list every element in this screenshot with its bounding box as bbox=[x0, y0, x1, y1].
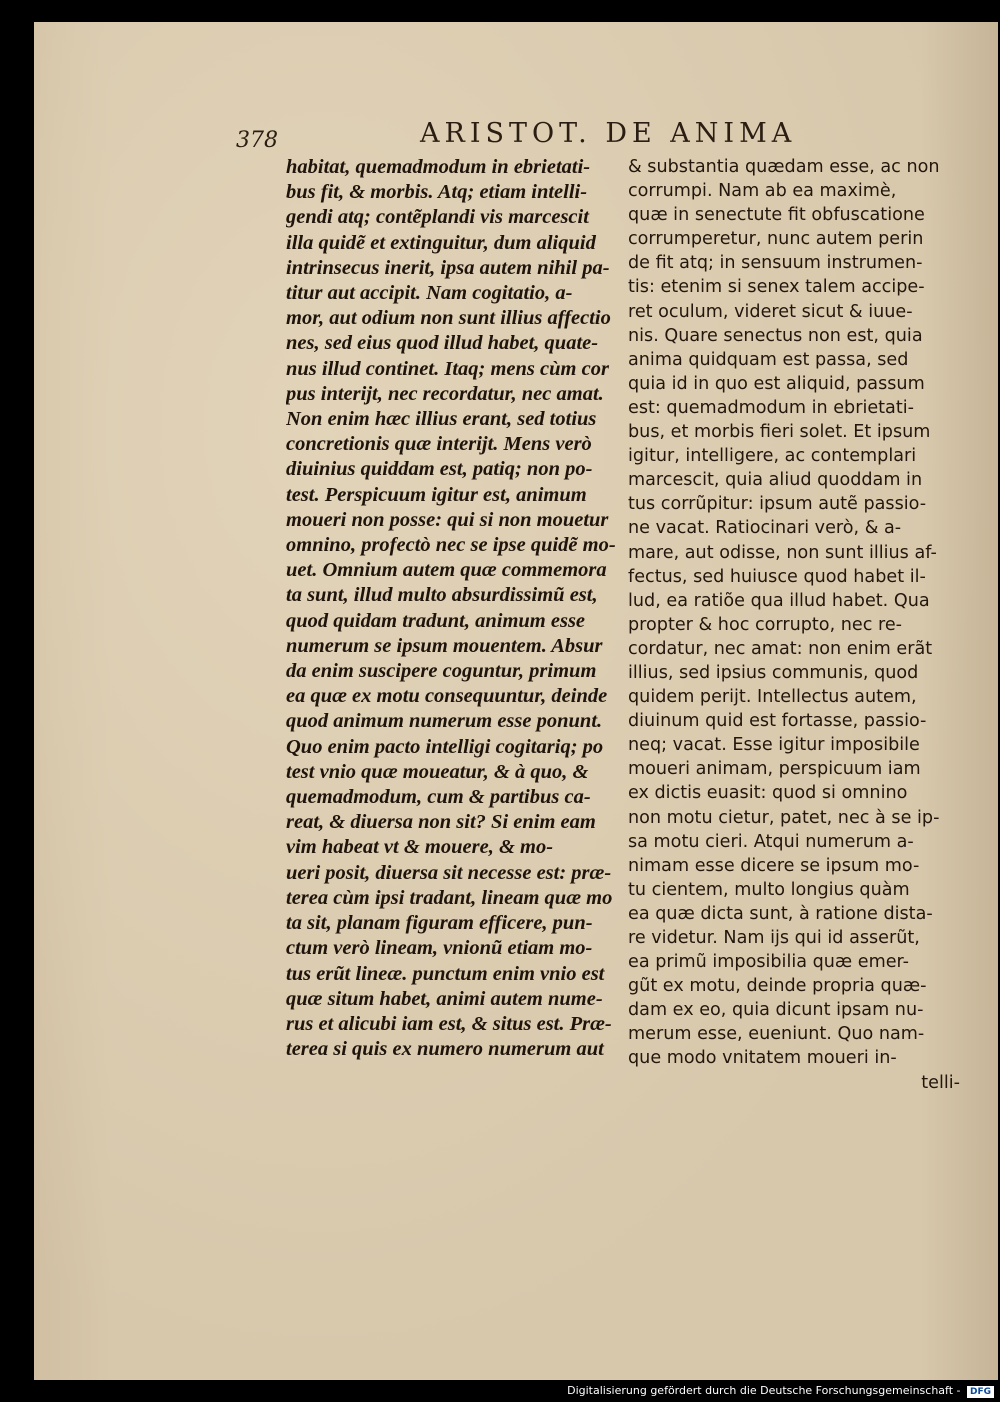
text-line: tus corrũpitur: ipsum autẽ passio- bbox=[628, 494, 927, 515]
text-line: neq; vacat. Esse igitur imposibile bbox=[628, 735, 920, 756]
text-line: diuinius quiddam est, patiq; non po- bbox=[286, 458, 593, 481]
right-text-column bbox=[628, 155, 966, 1095]
page-number: 378 bbox=[236, 128, 278, 153]
text-line: illius, sed ipsius communis, quod bbox=[628, 662, 919, 683]
text-line: ta sunt, illud multo absurdissimũ est, bbox=[286, 584, 598, 607]
text-line: propter & hoc corrupto, nec re- bbox=[628, 614, 903, 635]
text-line: bus fit, & morbis. Atq; etiam intelli- bbox=[286, 181, 588, 204]
text-line: corrumperetur, nunc autem perin bbox=[628, 229, 924, 250]
text-line: ueri posit, diuersa sit necesse est: præ- bbox=[286, 861, 612, 884]
text-line: ea primũ imposibilia quæ emer- bbox=[628, 952, 910, 973]
running-head: ARISTOT. DE ANIMA bbox=[420, 118, 797, 149]
text-line: re videtur. Nam ijs qui id asserũt, bbox=[628, 928, 920, 948]
text-line: ctum verò lineam, vnionũ etiam mo- bbox=[286, 937, 593, 960]
text-line: dam ex eo, quia dicunt ipsam nu- bbox=[628, 1000, 924, 1021]
text-line: nes, sed eius quod illud habet, quate- bbox=[286, 332, 599, 355]
text-line: omnino, profectò nec se ipse quidẽ mo- bbox=[286, 534, 616, 557]
text-line: moueri animam, perspicuum iam bbox=[628, 759, 921, 780]
text-line: anima quidquam est passa, sed bbox=[628, 349, 909, 370]
text-line: test vnio quæ moueatur, & à quo, & bbox=[286, 760, 589, 783]
digitization-credit bbox=[567, 1384, 994, 1398]
text-line: & substantia quædam esse, ac non bbox=[628, 157, 940, 177]
text-line: nis. Quare senectus non est, quia bbox=[628, 325, 923, 346]
text-line: diuinum quid est fortasse, passio- bbox=[628, 711, 927, 732]
text-line: pus interijt, nec recordatur, nec amat. bbox=[286, 382, 604, 405]
text-line: ta sit, planam figuram efficere, pun- bbox=[286, 912, 593, 935]
text-line: de fit atq; in sensuum instrumen- bbox=[628, 253, 923, 274]
text-line: reat, & diuersa non sit? Si enim eam bbox=[286, 811, 596, 834]
text-line: Quo enim pacto intelligi cogitariq; po bbox=[286, 735, 604, 758]
text-line: tus erũt lineæ. punctum enim vnio est bbox=[286, 962, 605, 985]
text-line: nus illud continet. Itaq; mens cùm cor bbox=[286, 357, 609, 380]
text-line: marcescit, quia aliud quoddam in bbox=[628, 470, 923, 491]
text-line: sa motu cieri. Atqui numerum a- bbox=[628, 831, 914, 852]
text-line: intrinsecus inerit, ipsa autem nihil pa- bbox=[286, 256, 610, 279]
text-line: mor, aut odium non sunt illius affectio bbox=[286, 307, 611, 330]
text-line: bus, et morbis fieri solet. Et ipsum bbox=[628, 422, 931, 443]
text-line: rus et alicubi iam est, & situs est. Præ- bbox=[286, 1012, 612, 1035]
text-line: quidem perijt. Intellectus autem, bbox=[628, 687, 917, 708]
text-line: ne vacat. Ratiocinari verò, & a- bbox=[628, 518, 902, 539]
text-line: numerum se ipsum mouentem. Absur bbox=[286, 634, 603, 657]
text-line: moueri non posse: qui si non mouetur bbox=[286, 508, 609, 531]
text-line: terea cùm ipsi tradant, lineam quæ mo bbox=[286, 886, 613, 909]
text-line: Non enim hæc illius erant, sed totius bbox=[286, 408, 597, 431]
text-line: corrumpi. Nam ab ea maximè, bbox=[628, 181, 897, 202]
text-line: gendi atq; contẽplandi vis marcescit bbox=[286, 206, 589, 229]
text-line: quod animum numerum esse ponunt. bbox=[286, 710, 603, 733]
text-line: que modo vnitatem moueri in- bbox=[628, 1048, 897, 1069]
text-line: terea si quis ex numero numerum aut bbox=[286, 1038, 604, 1061]
text-line: ea quæ ex motu consequuntur, deinde bbox=[286, 685, 608, 708]
text-line: cordatur, nec amat: non enim erãt bbox=[628, 638, 933, 659]
text-line: non motu cietur, patet, nec à se ip- bbox=[628, 807, 940, 828]
text-line: nimam esse dicere se ipsum mo- bbox=[628, 855, 920, 876]
text-line: uet. Omnium autem quæ commemora bbox=[286, 559, 607, 582]
text-line: igitur, intelligere, ac contemplari bbox=[628, 446, 917, 467]
text-line: est: quemadmodum in ebrietati- bbox=[628, 397, 914, 418]
text-line: mare, aut odisse, non sunt illius af- bbox=[628, 542, 937, 563]
text-line: ex dictis euasit: quod si omnino bbox=[628, 783, 908, 804]
text-line: titur aut accipit. Nam cogitatio, a- bbox=[286, 282, 573, 305]
text-line: test. Perspicuum igitur est, animum bbox=[286, 483, 587, 506]
text-line: concretionis quæ interijt. Mens verò bbox=[286, 433, 592, 456]
text-line: telli- bbox=[921, 1072, 960, 1093]
text-line: quod quidam tradunt, animum esse bbox=[286, 609, 586, 632]
text-line: tu cientem, multo longius quàm bbox=[628, 879, 910, 900]
text-line: quemadmodum, cum & partibus ca- bbox=[286, 786, 591, 809]
text-line: lud, ea ratiõe qua illud habet. Qua bbox=[628, 590, 930, 611]
text-line: illa quidẽ et extinguitur, dum aliquid bbox=[286, 231, 596, 254]
text-line: quæ in senectute fit obfuscatione bbox=[628, 205, 925, 226]
text-line: vim habeat vt & mouere, & mo- bbox=[286, 836, 554, 859]
credit-text: Digitalisierung gefördert durch die Deutsche Forschungsgemeinschaft - bbox=[567, 1384, 961, 1397]
text-line: tis: etenim si senex talem accipe- bbox=[628, 277, 925, 298]
text-line: ret oculum, videret sicut & iuue- bbox=[628, 301, 913, 322]
text-line: gũt ex motu, deinde propria quæ- bbox=[628, 976, 927, 997]
text-line: da enim suscipere coguntur, primum bbox=[286, 660, 597, 683]
text-line: quæ situm habet, animi autem nume- bbox=[286, 987, 603, 1010]
text-line: ea quæ dicta sunt, à ratione dista- bbox=[628, 903, 933, 924]
left-text-column bbox=[286, 155, 622, 1062]
text-line: fectus, sed huiusce quod habet il- bbox=[628, 566, 926, 587]
text-line: quia id in quo est aliquid, passum bbox=[628, 373, 925, 394]
dfg-logo: DFG bbox=[967, 1386, 994, 1398]
text-line: merum esse, eueniunt. Quo nam- bbox=[628, 1024, 925, 1045]
text-line: habitat, quemadmodum in ebrietati- bbox=[286, 156, 591, 178]
